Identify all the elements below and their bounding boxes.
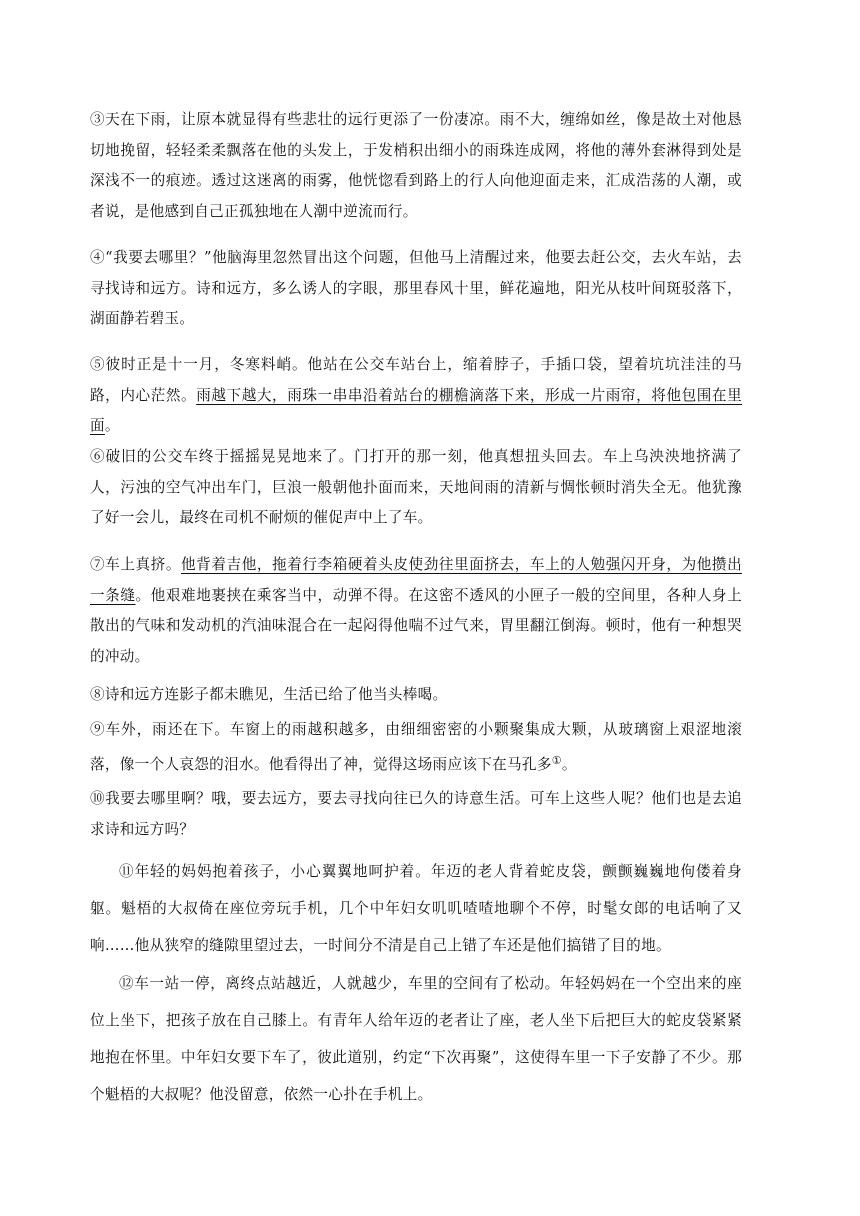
paragraph-12	[90, 965, 742, 1113]
paragraph-6	[90, 442, 742, 534]
paragraph-11-text: ⑪年轻的妈妈抱着孩子，小心翼翼地呵护着。年迈的老人背着蛇皮袋，颤颤巍巍地佝偻着身躯。魁梧的大叔倚在座位旁玩手机，几个中年妇女叽叽喳喳地聊个不停，时髦女郎的电话响了又响……他从狭窄的缝隙里望过去，一时间分不清是自己上错了车还是他们搞错了目的地。	[90, 863, 742, 954]
paragraph-11	[90, 853, 742, 964]
paragraph-4	[90, 243, 742, 335]
paragraph-5-end: 。	[104, 417, 120, 435]
paragraph-7	[90, 550, 742, 672]
paragraph-9-end: 。	[561, 755, 577, 773]
paragraph-6-text: ⑥破旧的公交车终于摇摇晃晃地来了。门打开的那一刻，他真想扭头回去。车上乌泱泱地挤满了人，污浊的空气冲出车门，巨浪一般朝他扑面而来，天地间雨的清新与惆怅顿时消失全无。他犹豫了好一会儿，最终在司机不耐烦的催促声中上了车。	[90, 448, 742, 527]
paragraph-12-text: ⑫车一站一停，离终点站越近，人就越少，车里的空间有了松动。年轻妈妈在一个空出来的座位上坐下，把孩子放在自己膝上。有青年人给年迈的老者让了座，老人坐下后把巨大的蛇皮袋紧紧地抱在怀里。中年妇女要下车了，彼此道别，约定“下次再聚”，这使得车里一下子安静了不少。那个魁梧的大叔呢？他没留意，依然一心扑在手机上。	[90, 975, 742, 1103]
paragraph-9	[90, 715, 742, 780]
paragraph-3	[90, 105, 742, 227]
paragraph-5-text: ⑤彼时正是十一月，冬寒料峭。他站在公交车站台上，缩着脖子，手插口袋，望着坑坑洼洼的马路，内心茫然。	[90, 356, 742, 404]
paragraph-7-underlined-sentence: 他背着吉他，拖着行李箱硬着头皮使劲往里面挤去，车上的人勉强闪开身，为他攒出一条缝	[90, 556, 742, 604]
paragraph-5-underlined-sentence: 雨越下越大，雨珠一串串沿着站台的棚檐滴落下来，形成一片雨帘，将他包围在里面	[90, 386, 742, 435]
paragraph-4-text: ④“我要去哪里？”他脑海里忽然冒出这个问题，但他马上清醒过来，他要去赶公交，去火车站，去寻找诗和远方。诗和远方，多么诱人的字眼，那里春风十里，鲜花遍地，阳光从枝叶间斑驳落下，湖面静若碧玉。	[90, 249, 742, 328]
paragraph-9-text: ⑨车外，雨还在下。车窗上的雨越积越多，由细细密密的小颗聚集成大颗，从玻璃窗上艰涩地滚落，像一个人哀怨的泪水。他看得出了神，觉得这场雨应该下在马孔多	[90, 721, 742, 773]
paragraph-10	[90, 784, 742, 845]
paragraph-5	[90, 350, 742, 442]
paragraph-7-text: ⑦车上真挤。	[90, 556, 182, 573]
paragraph-10-text: ⑩我要去哪里啊？哦，要去远方，要去寻找向往已久的诗意生活。可车上这些人呢？他们也是去追求诗和远方吗？	[90, 790, 742, 838]
paragraph-8	[90, 680, 742, 711]
paragraph-7-rest: 。他艰难地裹挟在乘客当中，动弹不得。在这密不透风的小匣子一般的空间里，各种人身上散出的气味和发动机的汽油味混合在一起闷得他喘不过气来，胃里翻江倒海。顿时，他有一种想哭的冲动。	[90, 586, 742, 665]
footnote-marker: ①	[551, 753, 562, 767]
paragraph-3-text: ③天在下雨，让原本就显得有些悲壮的远行更添了一份凄凉。雨不大，缠绵如丝，像是故土对他恳切地挽留，轻轻柔柔飘落在他的头发上，于发梢积出细小的雨珠连成网，将他的薄外套淋得到处是深浅不一的痕迹。透过这迷离的雨雾，他恍惚看到路上的行人向他迎面走来，汇成浩荡的人潮，或者说，是他感到自己正孤独地在人潮中逆流而行。	[90, 111, 742, 220]
paragraph-8-text: ⑧诗和远方连影子都未瞧见，生活已给了他当头棒喝。	[90, 686, 448, 703]
